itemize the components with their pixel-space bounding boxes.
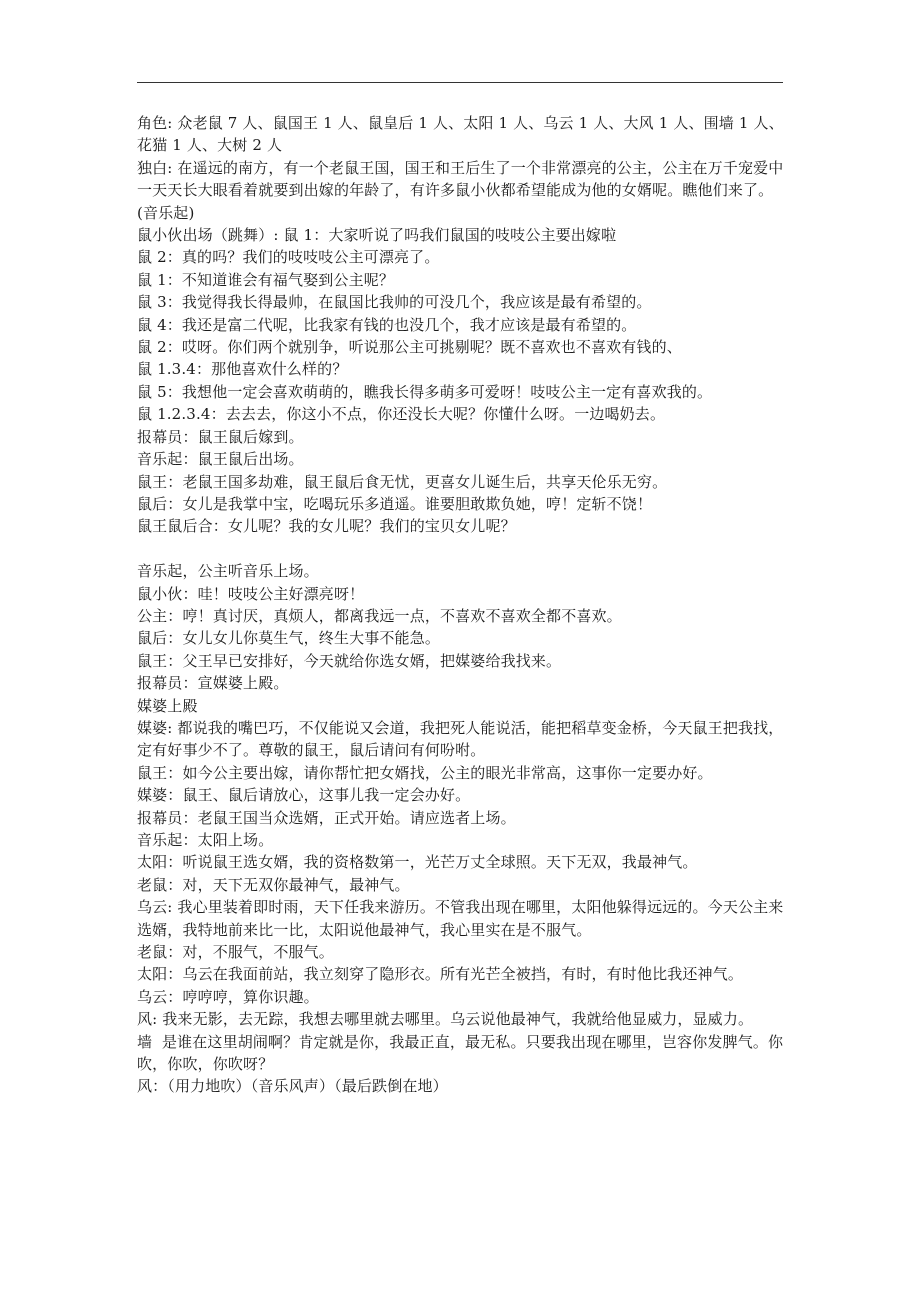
dialogue-line: 鼠后：女儿是我掌中宝，吃喝玩乐多逍遥。谁要胆敢欺负她，哼！定斩不饶！ [137, 494, 653, 513]
dialogue-line: 鼠 1.2.3.4：去去去，你这小不点，你还没长大呢？你懂什么呀。一边喝奶去。 [137, 405, 666, 424]
dialogue-line: 音乐起：太阳上场。 [137, 830, 274, 849]
script-body [137, 112, 787, 1098]
dialogue-line: 鼠王：父王早已安排好，今天就给你选女婿，把媒婆给我找来。 [137, 651, 562, 670]
dialogue-line: 鼠 1：不知道谁会有福气娶到公主呢？ [137, 270, 395, 289]
dialogue-line: 报幕员：宣媒婆上殿。 [137, 674, 289, 693]
header-rule [137, 82, 783, 83]
dialogue-line: 音乐起，公主听音乐上场。 [137, 562, 319, 581]
dialogue-line: 老鼠：对，天下无双你最神气，最神气。 [137, 875, 410, 894]
dialogue-line: 鼠王鼠后合：女儿呢？我的女儿呢？我们的宝贝女儿呢？ [137, 517, 516, 536]
dialogue-line: 音乐起：鼠王鼠后出场。 [137, 450, 304, 469]
dialogue-line: 鼠 4：我还是富二代呢，比我家有钱的也没几个，我才应该是最有希望的。 [137, 315, 637, 334]
dialogue-line: 鼠小伙：哇！吱吱公主好漂亮呀！ [137, 584, 365, 603]
dialogue-line: 鼠 3：我觉得我长得最帅，在鼠国比我帅的可没几个，我应该是最有希望的。 [137, 293, 652, 312]
narration-paragraph: 独白: 在遥远的南方，有一个老鼠王国，国王和王后生了一个非常漂亮的公主，公主在万千宠爱中一天天长大眼看着就要到出嫁的年龄了，有许多鼠小伙都希望能成为他的女婿呢。瞧他们来了。(音乐起) [137, 158, 784, 222]
dialogue-line: 老鼠：对，不服气，不服气。 [137, 943, 334, 962]
dialogue-line: 鼠后：女儿女儿你莫生气，终生大事不能急。 [137, 629, 441, 648]
dialogue-line: 鼠 5：我想他一定会喜欢萌萌的，瞧我长得多萌多可爱呀！吱吱公主一定有喜欢我的。 [137, 382, 713, 401]
dialogue-line: 鼠 2：真的吗？我们的吱吱吱公主可漂亮了。 [137, 248, 440, 267]
dialogue-line: 乌云: 我心里装着即时雨，天下任我来游历。不管我出现在哪里，太阳他躲得远远的。今天公主来选婿，我特地前来比一比，太阳说他最神气，我心里实在是不服气。 [137, 898, 784, 939]
dialogue-line: 太阳：听说鼠王选女婿，我的资格数第一，光芒万丈全球照。天下无双，我最神气。 [137, 853, 698, 872]
blank-line [137, 538, 787, 560]
stage-direction: 媒婆上殿 [137, 696, 198, 715]
dialogue-line: 鼠 2：哎呀。你们两个就别争，听说那公主可挑剔呢？既不喜欢也不喜欢有钱的、 [137, 338, 682, 357]
dialogue-line: 鼠 1.3.4：那他喜欢什么样的？ [137, 360, 348, 379]
dialogue-line: 公主：哼！真讨厌，真烦人，都离我远一点，不喜欢不喜欢全都不喜欢。 [137, 606, 622, 625]
dialogue-line: 墙 是谁在这里胡闹啊？肯定就是你，我最正直，最无私。只要我出现在哪里，岂容你发脾气。你吹，你吹，你吹呀？ [137, 1032, 784, 1074]
dialogue-line: 鼠王：老鼠王国多劫难，鼠王鼠后食无忧，更喜女儿诞生后，共享天伦乐无穷。 [137, 472, 668, 491]
dialogue-line: 乌云：哼哼哼，算你识趣。 [137, 987, 319, 1006]
dialogue-line: 媒婆：鼠王、鼠后请放心，这事儿我一定会办好。 [137, 786, 471, 805]
dialogue-line: 报幕员：鼠王鼠后嫁到。 [137, 427, 304, 446]
cast-list: 角色: 众老鼠 7 人、鼠国王 1 人、鼠皇后 1 人、太阳 1 人、乌云 1 人、大风 1 人、围墙 1 人、花猫 1 人、大树 2 人 [137, 114, 784, 155]
dialogue-line: 鼠王：如今公主要出嫁，请你帮忙把女婿找，公主的眼光非常高，这事你一定要办好。 [137, 763, 713, 782]
dialogue-line: 太阳：乌云在我面前站，我立刻穿了隐形衣。所有光芒全被挡，有时，有时他比我还神气。 [137, 965, 744, 984]
dialogue-line: 媒婆: 都说我的嘴巴巧，不仅能说又会道，我把死人能说活，能把稻草变金桥，今天鼠王把我找，定有好事少不了。尊敬的鼠王，鼠后请问有何吩咐。 [137, 718, 784, 760]
dialogue-line: 报幕员：老鼠王国当众选婿，正式开始。请应选者上场。 [137, 808, 516, 827]
dialogue-line: 风: 我来无影，去无踪，我想去哪里就去哪里。乌云说他最神气，我就给他显威力，显威力。 [137, 1010, 754, 1029]
dialogue-line: 风：（用力地吹）（音乐风声）（最后跌倒在地） [137, 1077, 448, 1096]
dialogue-line: 鼠小伙出场（跳舞）: 鼠 1：大家听说了吗我们鼠国的吱吱公主要出嫁啦 [137, 226, 617, 245]
